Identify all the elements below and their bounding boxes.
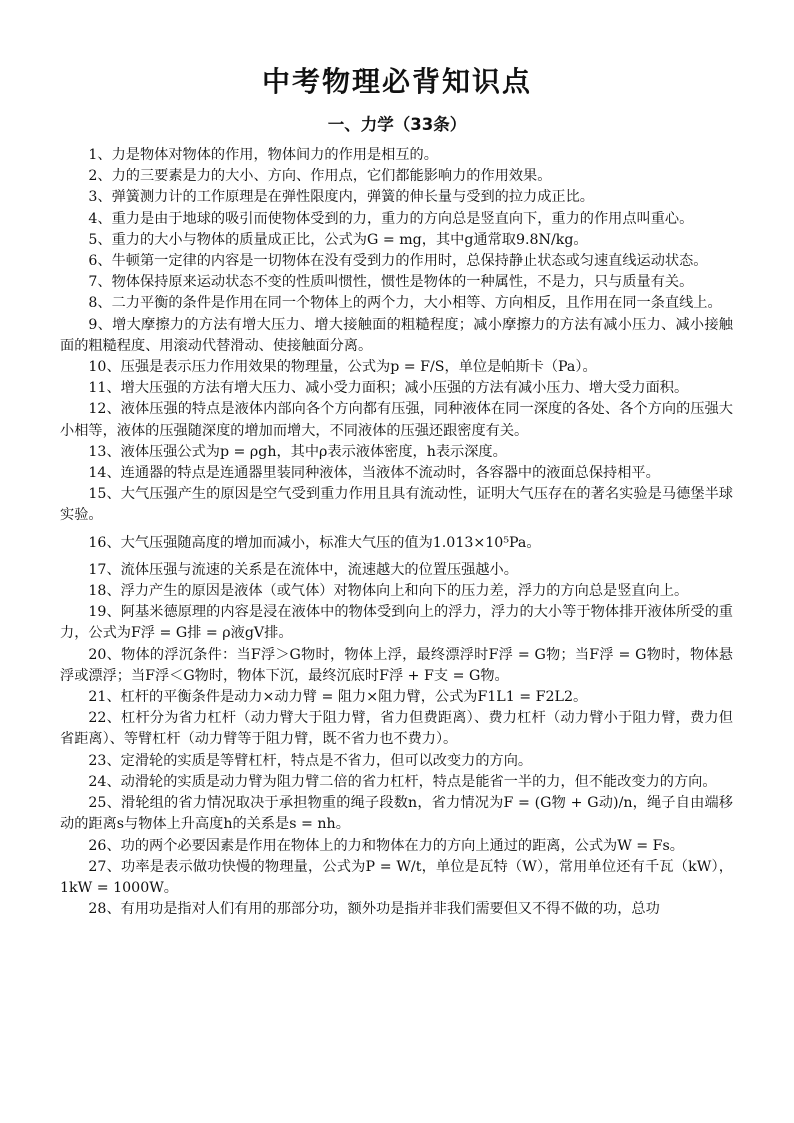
list-item: 23、定滑轮的实质是等臂杠杆，特点是不省力，但可以改变力的方向。	[88, 752, 533, 769]
page-title: 中考物理必背知识点	[261, 65, 532, 98]
list-item: 8、二力平衡的条件是作用在同一个物体上的两个力，大小相等、方向相反，且作用在同一条直线上。	[88, 295, 722, 312]
list-item: 27、功率是表示做功快慢的物理量，公式为P = W/t，单位是瓦特（W），常用单位还有千瓦（kW），1kW = 1000W。	[60, 858, 733, 896]
list-item: 22、杠杆分为省力杠杆（动力臂大于阻力臂，省力但费距离）、费力杠杆（动力臂小于阻力臂，费力但省距离）、等臂杠杆（动力臂等于阻力臂，既不省力也不费力）。	[60, 710, 733, 748]
list-item: 3、弹簧测力计的工作原理是在弹性限度内，弹簧的伸长量与受到的拉力成正比。	[88, 189, 594, 206]
list-item: 17、流体压强与流速的关系是在流体中，流速越大的位置压强越小。	[88, 561, 518, 578]
knowledge-list	[60, 145, 733, 920]
list-item: 12、液体压强的特点是液体内部向各个方向都有压强，同种液体在同一深度的各处、各个方向的压强大小相等，液体的压强随深度的增加而增大，不同液体的压强还跟密度有关。	[60, 401, 733, 439]
section-heading: 一、力学（33条）	[327, 115, 467, 134]
list-item: 15、大气压强产生的原因是空气受到重力作用且具有流动性，证明大气压存在的著名实验是马德堡半球实验。	[60, 486, 733, 524]
list-item: 5、重力的大小与物体的质量成正比，公式为G = mg，其中g通常取9.8N/kg。	[88, 231, 588, 248]
list-item: 24、动滑轮的实质是动力臂为阻力臂二倍的省力杠杆，特点是能省一半的力，但不能改变力的方向。	[88, 773, 717, 790]
list-item: 10、压强是表示压力作用效果的物理量，公式为p = F/S，单位是帕斯卡（Pa）。	[88, 359, 597, 376]
list-item: 16、大气压强随高度的增加而减小，标准大气压的值为1.013×10⁵Pa。	[88, 534, 541, 551]
list-item: 25、滑轮组的省力情况取决于承担物重的绳子段数n，省力情况为F = (G物 + G动)/n，绳子自由端移动的距离s与物体上升高度h的关系是s = nh。	[60, 795, 733, 833]
list-item: 7、物体保持原来运动状态不变的性质叫惯性，惯性是物体的一种属性，不是力，只与质量有关。	[88, 274, 694, 291]
list-item: 2、力的三要素是力的大小、方向、作用点，它们都能影响力的作用效果。	[88, 168, 552, 185]
list-item: 28、有用功是指对人们有用的那部分功，额外功是指并非我们需要但又不得不做的功，总功	[88, 901, 660, 918]
list-item: 14、连通器的特点是连通器里装同种液体，当液体不流动时，各容器中的液面总保持相平。	[88, 465, 660, 482]
list-item: 9、增大摩擦力的方法有增大压力、增大接触面的粗糙程度；减小摩擦力的方法有减小压力、减小接触面的粗糙程度、用滚动代替滑动、使接触面分离。	[60, 316, 733, 354]
list-item: 20、物体的浮沉条件：当F浮＞G物时，物体上浮，最终漂浮时F浮 = G物；当F浮 = G物时，物体悬浮或漂浮；当F浮＜G物时，物体下沉，最终沉底时F浮 + F支 = G物。	[60, 646, 733, 684]
list-item: 19、阿基米德原理的内容是浸在液体中的物体受到向上的浮力，浮力的大小等于物体排开液体所受的重力，公式为F浮 = G排 = ρ液gV排。	[60, 604, 733, 642]
list-item: 21、杠杆的平衡条件是动力×动力臂 = 阻力×阻力臂，公式为F1L1 = F2L2。	[88, 689, 588, 706]
list-item: 13、液体压强公式为p = ρgh，其中ρ表示液体密度，h表示深度。	[88, 443, 507, 460]
list-item: 6、牛顿第一定律的内容是一切物体在没有受到力的作用时，总保持静止状态或匀速直线运动状态。	[88, 253, 708, 270]
list-item: 1、力是物体对物体的作用，物体间力的作用是相互的。	[88, 147, 438, 163]
list-item: 26、功的两个必要因素是作用在物体上的力和物体在力的方向上通过的距离，公式为W = Fs。	[88, 837, 684, 854]
list-item: 18、浮力产生的原因是液体（或气体）对物体向上和向下的压力差，浮力的方向总是竖直向上。	[88, 583, 689, 600]
list-item: 11、增大压强的方法有增大压力、减小受力面积；减小压强的方法有减小压力、增大受力面积。	[88, 380, 689, 397]
list-item: 4、重力是由于地球的吸引而使物体受到的力，重力的方向总是竖直向下，重力的作用点叫重心。	[88, 210, 694, 227]
